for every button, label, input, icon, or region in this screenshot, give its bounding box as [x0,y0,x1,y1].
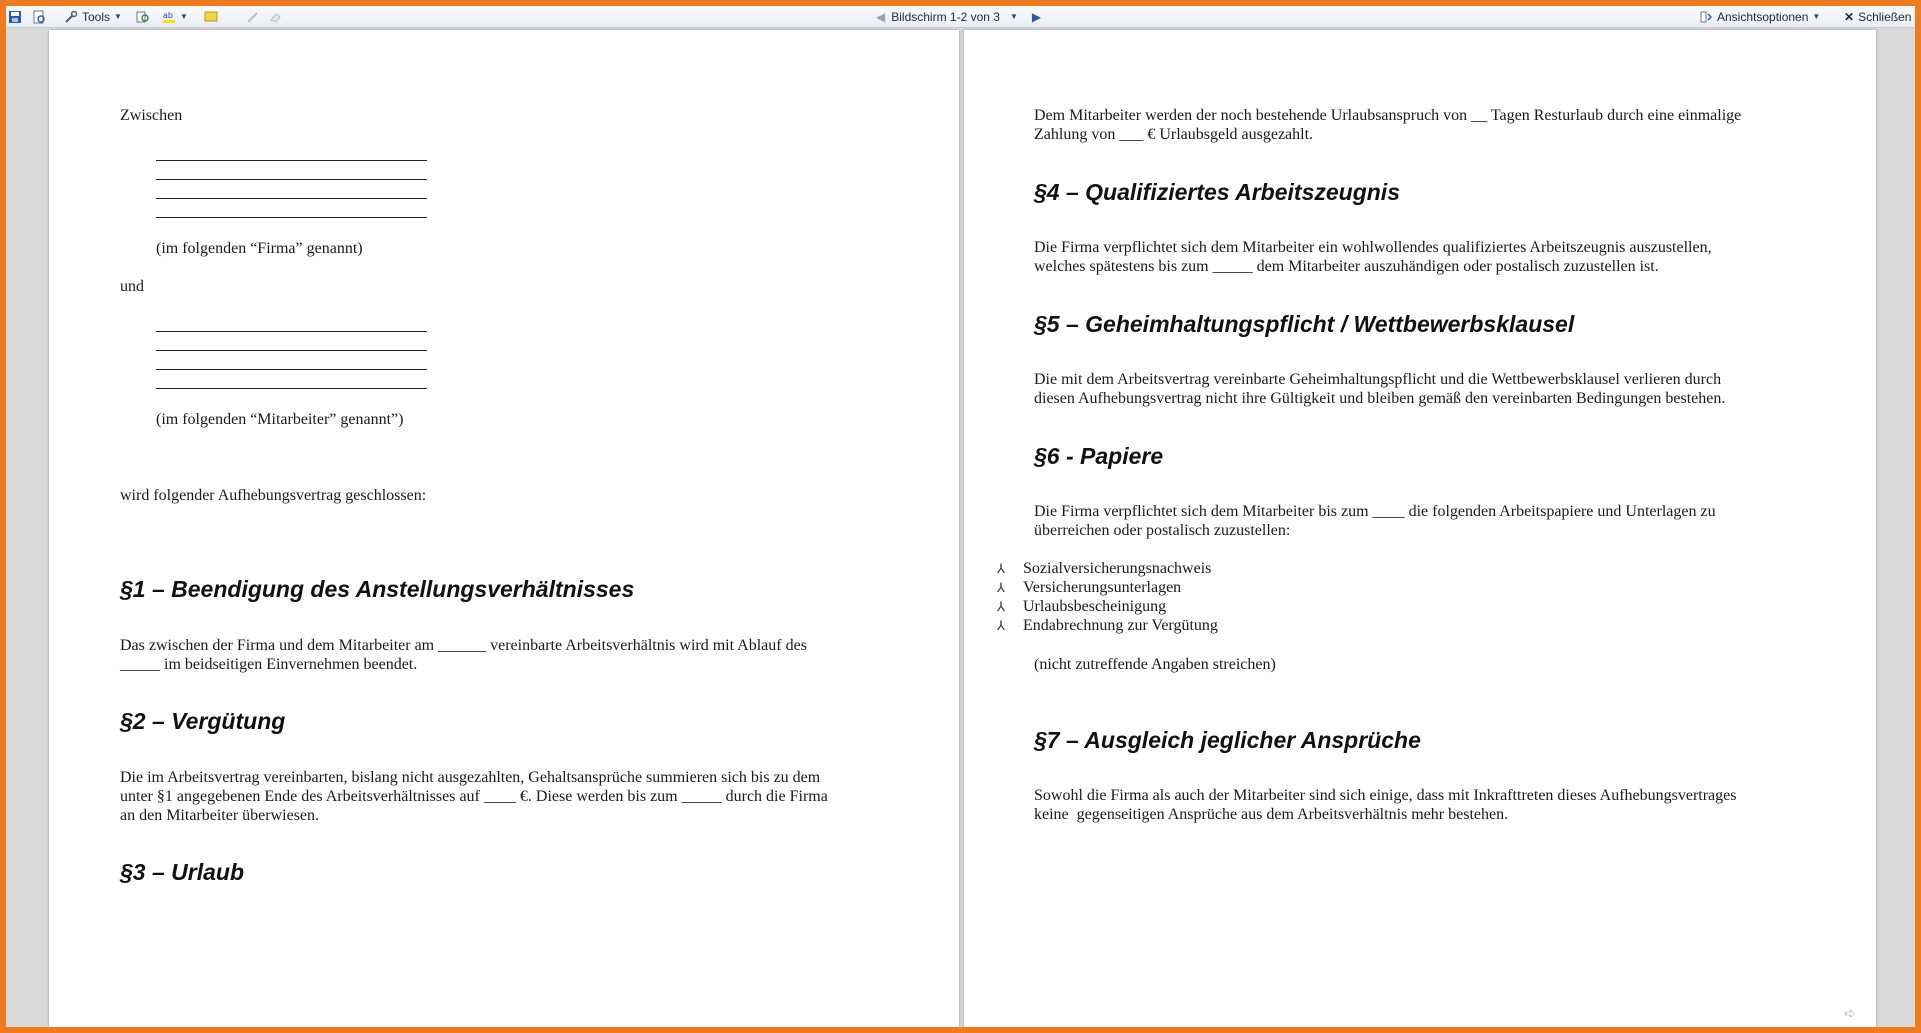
paragraph-line: diesen Aufhebungsvertrag nicht ihre Gültigkeit und bleiben gemäß den vereinbarten Bedingungen bestehen. [1034,390,1726,407]
eraser-icon [268,10,282,24]
blank-line [156,388,427,389]
eraser-button[interactable] [268,8,282,25]
list-item-label: Versicherungsunterlagen [1023,579,1182,596]
paragraph-line: Zahlung von ___ € Urlaubsgeld ausgezahlt. [1034,126,1314,143]
save-button[interactable] [8,8,22,25]
paragraph-line: Das zwischen der Firma und dem Mitarbeiter am ______ vereinbarte Arbeitsverhältnis wird mit Ablauf des [120,637,807,654]
section-heading: §3 – Urlaub [120,859,244,885]
blank-line [156,350,427,351]
page-navigator [876,8,1041,25]
print-preview-icon [32,10,46,24]
list-item-label: Sozialversicherungsnachweis [1023,560,1212,577]
highlight-button[interactable] [162,8,188,25]
close-icon: ✕ [1844,9,1855,24]
paragraph-line: welches spätestens bis zum _____ dem Mitarbeiter auszuhändigen oder postalisch zuzustellen ist. [1034,258,1659,275]
page-turn-icon[interactable]: ➪ [1844,1006,1856,1022]
paragraph-line: Die mit dem Arbeitsvertrag vereinbarte Geheimhaltungspflicht und die Wettbewerbsklausel verlieren durch [1034,371,1722,388]
paragraph-line: Die im Arbeitsvertrag vereinbarten, bislang nicht ausgezahlten, Gehaltsansprüche summieren sich bis zu dem [120,769,821,786]
section-heading: §2 – Vergütung [120,708,286,734]
paragraph-line: Die Firma verpflichtet sich dem Mitarbeiter ein wohlwollendes qualifiziertes Arbeitszeugnis auszustellen, [1034,239,1712,256]
research-button[interactable] [136,8,150,25]
tools-label: Tools [82,9,111,24]
bullet-icon: ⅄ [997,561,1005,576]
intro-text: wird folgender Aufhebungsvertrag geschlossen: [120,487,427,504]
comment-button[interactable] [204,8,218,25]
reading-view-window [6,6,1915,1027]
paragraph-line: _____ im beidseitigen Einvernehmen beendet. [120,656,418,673]
bullet-icon: ⅄ [997,580,1005,595]
research-icon [136,10,150,24]
tools-icon [64,10,78,24]
blank-line [156,217,427,218]
pen-button[interactable] [246,8,260,25]
close-label: Schließen [1858,9,1912,24]
next-arrow-icon[interactable]: ▶ [1031,9,1042,24]
comment-icon [204,10,218,24]
blank-line [156,198,427,199]
paragraph-line: Sowohl die Firma als auch der Mitarbeiter sind sich einige, dass mit Inkrafttreten dieses Aufhebungsvertrages [1034,787,1737,804]
prev-arrow-icon[interactable]: ◀ [876,9,886,24]
view-options-icon [1699,10,1713,24]
blank-line [156,160,427,161]
page-indicator[interactable]: Bildschirm 1-2 von 3 [891,9,1000,24]
und-text: und [120,278,144,295]
view-options-button[interactable] [1699,8,1820,25]
paragraph-line: an den Mitarbeiter überwiesen. [120,807,320,824]
tools-menu-button[interactable] [64,8,122,25]
highlight-icon [162,10,176,24]
chevron-down-icon[interactable]: ▼ [1009,12,1018,21]
chevron-down-icon: ▼ [180,12,188,21]
mitarbeiter-note: (im folgenden “Mitarbeiter” genannt”) [156,411,404,428]
firma-note: (im folgenden “Firma” genannt) [156,240,363,257]
blank-line [156,179,427,180]
paragraph-line: überreichen oder postalisch zuzustellen: [1034,522,1291,539]
section-heading: §4 – Qualifiziertes Arbeitszeugnis [1034,179,1400,205]
section-heading: §6 - Papiere [1034,443,1164,469]
print-preview-button[interactable] [32,8,46,25]
paragraph-line: unter §1 angegebenen Ende des Arbeitsverhältnisses auf ____ €. Diese werden bis zum _____ durch die Firma [120,788,828,805]
view-options-label: Ansichtsoptionen [1717,9,1809,24]
list-item-label: Endabrechnung zur Vergütung [1023,617,1218,634]
document-page-right [964,30,1876,1027]
bullet-icon: ⅄ [997,599,1005,614]
blank-line [156,369,427,370]
list-item [964,578,1218,597]
section-heading: §5 – Geheimhaltungspflicht / Wettbewerbsklausel [1034,311,1575,337]
blank-line [156,331,427,332]
section-heading: §7 – Ausgleich jeglicher Ansprüche [1034,727,1421,753]
papers-list [964,559,1218,635]
note-text: (nicht zutreffende Angaben streichen) [1034,656,1276,673]
bullet-icon: ⅄ [997,618,1005,633]
pen-icon [246,10,260,24]
list-item [964,616,1218,635]
reading-toolbar [6,6,1915,28]
list-item-label: Urlaubsbescheinigung [1023,598,1167,615]
svg-text:ab: ab [163,10,173,20]
paragraph-line: Die Firma verpflichtet sich dem Mitarbeiter bis zum ____ die folgenden Arbeitspapiere und Unterlagen zu [1034,503,1716,520]
list-item [964,597,1218,616]
section-heading: §1 – Beendigung des Anstellungsverhältnisses [120,576,635,602]
chevron-down-icon: ▼ [114,12,122,21]
paragraph-line: Dem Mitarbeiter werden der noch bestehende Urlaubsanspruch von __ Tagen Resturlaub durch eine einmalige [1034,107,1742,124]
list-item [964,559,1218,578]
chevron-down-icon: ▼ [1812,12,1821,21]
document-page-left [49,30,959,1027]
close-button[interactable] [1844,8,1911,25]
between-text: Zwischen [120,107,183,124]
save-icon [8,10,22,24]
paragraph-line: keine gegenseitigen Ansprüche aus dem Arbeitsverhältnis mehr bestehen. [1034,806,1509,823]
